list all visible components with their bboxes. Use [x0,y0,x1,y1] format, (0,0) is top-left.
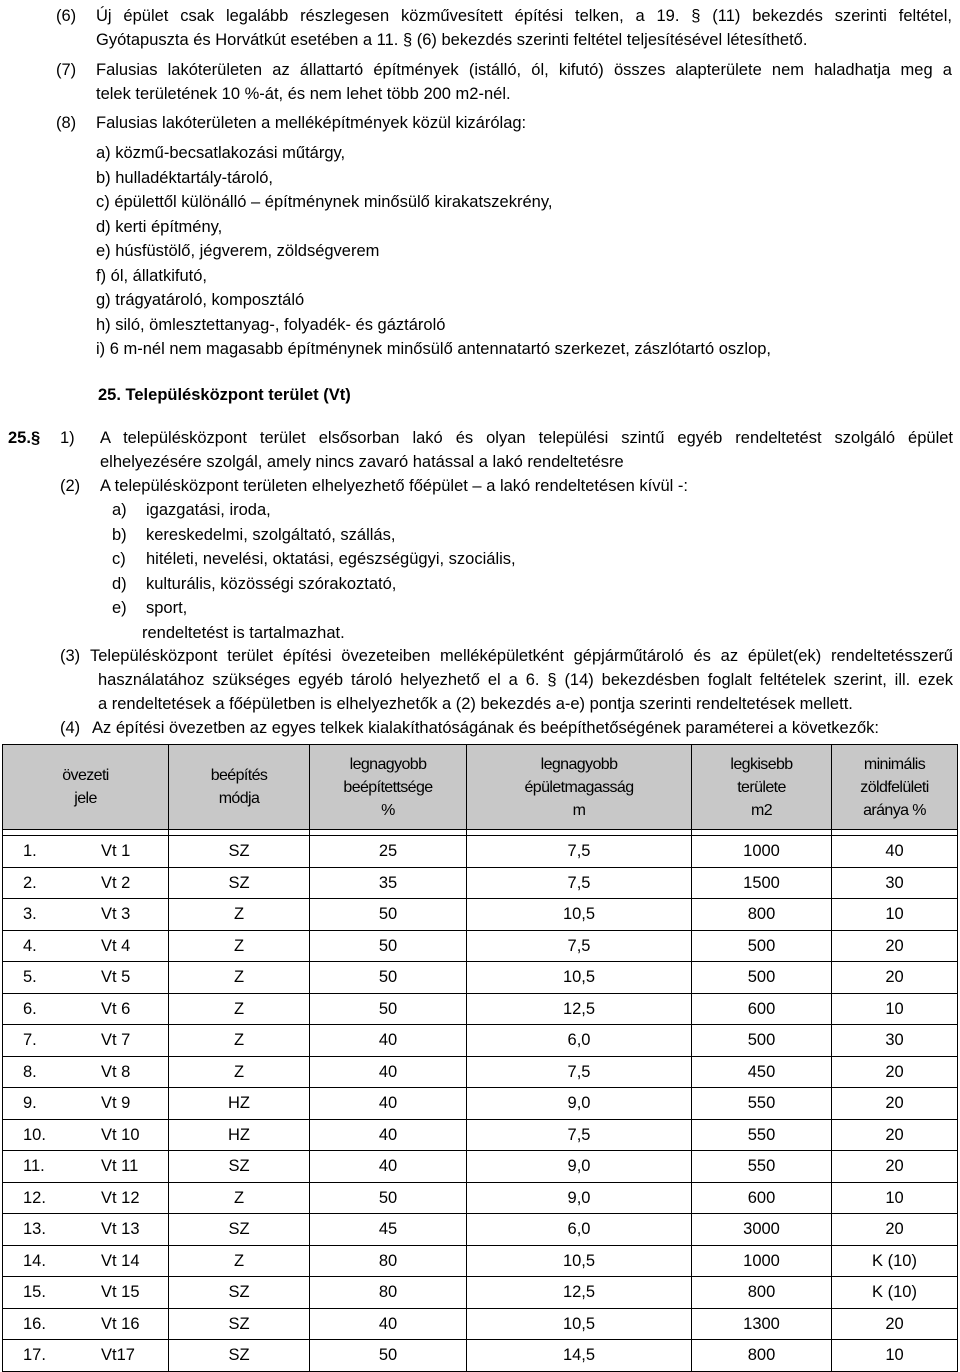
cell-min-green: 20 [832,1119,958,1151]
cell-zone [3,836,169,868]
cell-max-height: 7,5 [467,867,692,899]
table-row [3,1056,958,1088]
paragraph-text-line: elhelyezésére szolgál, amely nincs zavaró hatással a lakó rendeltetésre [100,453,624,471]
zone-code: Vt 11 [101,1157,139,1176]
row-index: 1. [23,842,37,861]
cell-max-height: 6,0 [467,1214,692,1246]
section-sign-icon: § [30,429,41,447]
header-line: módja [218,790,260,807]
row-index: 7. [23,1031,37,1050]
cell-zone [3,1056,169,1088]
header-line: beépítettsége [343,778,433,796]
cell-min-area: 1000 [692,1245,832,1277]
zone-code: Vt 4 [101,936,131,955]
list-item: g) trágyatároló, komposztáló [96,291,305,309]
cell-min-green: 20 [832,962,958,994]
row-index: 3. [23,905,37,924]
cell-zone [3,1340,169,1372]
cell-min-area: 550 [692,1088,832,1120]
cell-min-area: 1000 [692,836,832,868]
cell-max-coverage: 40 [310,1088,467,1120]
header-line: aránya % [863,801,926,819]
row-index: 8. [23,1062,37,1081]
list-letter: c) [112,550,126,568]
table-row [3,1088,958,1120]
zone-code: Vt 14 [101,1251,140,1270]
cell-min-green: 10 [832,993,958,1025]
cell-zone [3,930,169,962]
cell-min-green: 20 [832,930,958,962]
cell-min-area: 500 [692,1025,832,1057]
cell-min-green: K (10) [832,1245,958,1277]
row-index: 17. [23,1346,46,1365]
cell-build-type: Z [169,993,310,1025]
row-index: 6. [23,999,37,1018]
cell-max-coverage: 40 [310,1056,467,1088]
paragraph-text-line: Új épület csak legalább részlegesen közművesített építési telken, a 19. § (11) bekezdés szerinti feltétel, [96,7,952,25]
cell-build-type: Z [169,930,310,962]
cell-min-green: 10 [832,1182,958,1214]
cell-max-coverage: 50 [310,930,467,962]
table-row [3,899,958,931]
paragraph-25-2 [60,474,953,498]
zone-code: Vt 12 [101,1188,140,1207]
cell-build-type: SZ [169,1277,310,1309]
zone-code: Vt 7 [101,1031,131,1050]
cell-min-green: 20 [832,1214,958,1246]
cell-min-area: 550 [692,1119,832,1151]
cell-max-coverage: 40 [310,1308,467,1340]
cell-min-area: 450 [692,1056,832,1088]
table-row [3,1025,958,1057]
paragraph-text-line: Falusias lakóterületen az állattartó építmények (istálló, ól, kifutó) összes alapterülete nem haladhatja meg a [96,61,952,79]
cell-max-height: 6,0 [467,1025,692,1057]
list-item [112,523,516,548]
paragraph-number: (8) [56,114,77,132]
paragraph-number: (7) [56,61,77,79]
cell-min-area: 1500 [692,867,832,899]
section-sign-icon: § [547,671,557,689]
paragraph-number: 1) [60,429,75,447]
cell-max-coverage: 40 [310,1119,467,1151]
cell-max-height: 10,5 [467,962,692,994]
header-build-type [169,745,310,830]
row-index: 4. [23,936,37,955]
list-item: e) húsfüstölő, jégverem, zöldségverem [96,242,380,260]
cell-zone [3,1088,169,1120]
section-number-text: 25. [8,429,31,447]
cell-zone [3,993,169,1025]
header-line: % [381,801,395,819]
cell-max-height: 7,5 [467,836,692,868]
list-item: a) közmű-becsatlakozási műtárgy, [96,144,346,162]
header-min-green [832,745,958,830]
cell-max-height: 7,5 [467,930,692,962]
cell-max-height: 9,0 [467,1182,692,1214]
table-row [3,1182,958,1214]
list-letter: d) [112,574,127,593]
row-index: 2. [23,873,37,892]
cell-min-green: 20 [832,1056,958,1088]
cell-min-area: 500 [692,962,832,994]
cell-max-coverage: 35 [310,867,467,899]
cell-zone [3,867,169,899]
cell-zone [3,899,169,931]
table-row [3,1119,958,1151]
cell-max-height: 10,5 [467,1308,692,1340]
cell-build-type: Z [169,1182,310,1214]
paragraph-7 [56,58,952,106]
cell-build-type: SZ [169,1214,310,1246]
section-sign-icon: § [691,7,701,25]
paragraph-6 [56,4,952,52]
paragraph-number: (4) [60,719,81,737]
list-closing: rendeltetést is tartalmazhat. [142,623,345,642]
paragraph-text-line: A településközpont területen elhelyezhető főépület – a lakó rendeltetésen kívül -: [100,477,688,495]
list-text: kereskedelmi, szolgáltató, szállás, [146,525,396,544]
row-index: 15. [23,1283,46,1302]
cell-min-area: 3000 [692,1214,832,1246]
cell-build-type: Z [169,1025,310,1057]
cell-build-type: HZ [169,1119,310,1151]
table-row [3,962,958,994]
row-index: 13. [23,1220,46,1239]
list-item: d) kerti építmény, [96,217,223,236]
zone-code: Vt 1 [101,842,131,861]
cell-zone [3,1277,169,1309]
cell-build-type: Z [169,899,310,931]
parameter-table [2,744,958,1372]
cell-zone [3,1119,169,1151]
row-index: 12. [23,1188,46,1207]
table-row [3,1151,958,1183]
zone-code: Vt17 [101,1346,135,1365]
cell-max-coverage: 45 [310,1214,467,1246]
cell-min-area: 550 [692,1151,832,1183]
cell-build-type: Z [169,962,310,994]
row-index: 11. [23,1157,45,1176]
cell-min-area: 800 [692,899,832,931]
cell-build-type: SZ [169,1308,310,1340]
header-line: legnagyobb [349,755,427,773]
header-line: területe [737,778,786,796]
header-line: zöldfelületi [860,778,929,796]
section-sign-icon: § [402,31,413,49]
table-row [3,993,958,1025]
cell-max-coverage: 25 [310,836,467,868]
list-item: b) hulladéktartály-tároló, [96,168,274,187]
list-item: f) ól, állatkifutó, [96,266,207,285]
header-max-coverage [310,745,467,830]
cell-build-type: HZ [169,1088,310,1120]
cell-max-height: 14,5 [467,1340,692,1372]
list-letter: e) [112,599,127,617]
header-zone-code [3,745,169,830]
cell-min-green: 20 [832,1088,958,1120]
list-item: h) siló, ömlesztettanyag-, folyadék- és gáztároló [96,315,446,334]
list-text: hitéleti, nevelési, oktatási, egészségügyi, szociális, [146,550,516,568]
zone-code: Vt 9 [101,1094,131,1113]
cell-build-type: SZ [169,1340,310,1372]
cell-zone [3,1245,169,1277]
cell-min-green: 20 [832,1151,958,1183]
cell-min-area: 600 [692,1182,832,1214]
list-item: c) épülettől különálló – építménynek minősülő kirakatszekrény, [96,193,553,211]
cell-min-green: 10 [832,1340,958,1372]
table-row [3,1214,958,1246]
cell-build-type: Z [169,1056,310,1088]
cell-min-green: 30 [832,867,958,899]
zone-code: Vt 2 [101,873,131,892]
cell-max-height: 7,5 [467,1119,692,1151]
cell-min-area: 500 [692,930,832,962]
section-number [8,426,40,450]
cell-max-coverage: 40 [310,1151,467,1183]
cell-build-type: SZ [169,836,310,868]
cell-build-type: Z [169,1245,310,1277]
row-index: 14. [23,1251,46,1270]
paragraph-text-line: A településközpont terület elsősorban lakó és olyan települési szintű egyéb rendeltetést szolgáló épület [100,429,953,447]
cell-max-coverage: 80 [310,1277,467,1309]
zone-code: Vt 13 [101,1220,140,1239]
paragraph-25-4 [60,716,953,740]
zone-code: Vt 10 [101,1125,140,1144]
header-line: beépítés [210,767,268,784]
paragraph-text-line: Falusias lakóterületen a melléképítmények közül kizárólag: [96,114,527,132]
cell-zone [3,1214,169,1246]
header-min-area [692,745,832,830]
cell-max-coverage: 40 [310,1025,467,1057]
cell-build-type: SZ [169,867,310,899]
cell-zone [3,1182,169,1214]
table-row [3,1308,958,1340]
table-row [3,930,958,962]
header-max-height [467,745,692,830]
header-line: övezeti [62,767,109,784]
paragraph-text-line: telek területének 10 %-át, és nem lehet több 200 m2-nél. [96,85,511,103]
list-item [112,498,516,523]
paragraph-25-1 [60,426,953,474]
zone-code: Vt 3 [101,905,131,924]
list-text: igazgatási, iroda, [146,501,271,519]
cell-min-area: 800 [692,1340,832,1372]
zone-code: Vt 8 [101,1062,131,1081]
cell-max-height: 7,5 [467,1056,692,1088]
cell-zone [3,1308,169,1340]
cell-zone [3,962,169,994]
cell-max-height: 9,0 [467,1151,692,1183]
cell-zone [3,1151,169,1183]
list-8 [96,141,771,362]
paragraph-number: (6) [56,7,77,25]
row-index: 10. [23,1125,46,1144]
list-item [112,596,516,621]
paragraph-text-line: Az építési övezetben az egyes telkek kialakíthatóságának és beépíthetőségének paraméterei a következők: [92,719,879,737]
list-letter: a) [112,501,127,519]
cell-min-green: K (10) [832,1277,958,1309]
cell-max-height: 10,5 [467,899,692,931]
paragraph-text-line: Településközpont terület építési övezeteiben melléképületként gépjárműtároló és az épület(ek) rendeltetésszerű [90,647,953,665]
header-line: legnagyobb [540,755,618,773]
cell-max-coverage: 50 [310,1182,467,1214]
cell-max-coverage: 50 [310,993,467,1025]
header-line: minimális [863,755,926,773]
paragraph-text-line: a rendeltetések a főépületben is elhelyezhetők a (2) bekezdés a-e) pontja szerinti rendeltetések mellett. [98,695,853,713]
zone-code: Vt 16 [101,1314,140,1333]
paragraph-text-line: használatához szükséges egyéb tároló helyezhető el a 6. § (14) bekezdésben foglalt feltételek szerint, ill. ezek [98,671,954,689]
cell-zone [3,1025,169,1057]
table-row [3,867,958,899]
cell-min-area: 800 [692,1277,832,1309]
zone-code: Vt 15 [101,1283,140,1302]
zone-code: Vt 5 [101,968,131,987]
header-line: legkisebb [730,755,793,773]
header-line: jele [74,790,97,807]
header-line: épületmagasság [524,778,634,796]
cell-max-coverage: 50 [310,1340,467,1372]
list-item [112,547,516,572]
cell-max-coverage: 80 [310,1245,467,1277]
row-index: 16. [23,1314,46,1333]
cell-min-green: 40 [832,836,958,868]
table-row [3,1277,958,1309]
list-text: kulturális, közösségi szórakoztató, [146,574,397,593]
table-body [3,830,958,1372]
header-line: m2 [750,801,773,819]
row-index: 5. [23,968,37,987]
zone-code: Vt 6 [101,999,131,1018]
list-letter: b) [112,525,127,544]
cell-min-area: 600 [692,993,832,1025]
cell-min-area: 1300 [692,1308,832,1340]
table-row [3,1245,958,1277]
list-item: i) 6 m-nél nem magasabb építménynek minősülő antennatartó szerkezet, zászlótartó oszlop, [96,340,772,358]
list-item [112,572,516,597]
cell-build-type: SZ [169,1151,310,1183]
table-row [3,1340,958,1372]
cell-max-height: 12,5 [467,993,692,1025]
row-index: 9. [23,1094,37,1113]
cell-min-green: 20 [832,1308,958,1340]
table-row [3,836,958,868]
section-heading: 25. Településközpont terület (Vt) [98,386,351,404]
cell-max-coverage: 50 [310,899,467,931]
paragraph-number: (2) [60,477,81,495]
header-line: m [572,801,586,819]
paragraph-25-3 [60,644,953,716]
cell-min-green: 30 [832,1025,958,1057]
cell-max-height: 9,0 [467,1088,692,1120]
list-25-2 [112,498,516,645]
paragraph-text-line: Gyótapuszta és Horvátkút esetében a 11. § (6) bekezdés szerinti feltétel teljesítésével létesíthető. [96,31,808,49]
paragraph-number: (3) [60,647,81,665]
paragraph-8 [56,111,952,135]
cell-max-height: 10,5 [467,1245,692,1277]
table-header-row [3,745,958,830]
cell-max-height: 12,5 [467,1277,692,1309]
list-text: sport, [146,599,188,617]
cell-min-green: 10 [832,899,958,931]
cell-max-coverage: 50 [310,962,467,994]
